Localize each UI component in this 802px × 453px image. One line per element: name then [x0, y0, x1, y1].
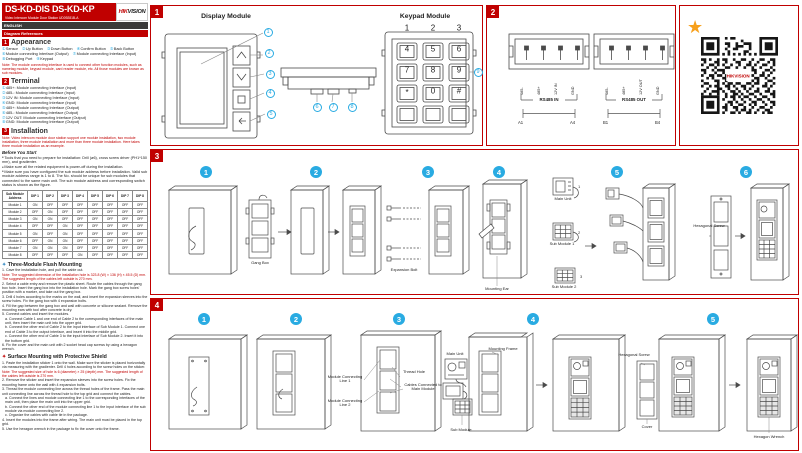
flush-mounting-title: ✦ Three-Module Flush Mounting	[2, 261, 82, 268]
appearance-item: ⑧Debugging Port	[2, 57, 33, 62]
terminal-item: ③12V IN: Module connecting Interface (Input)	[2, 95, 80, 100]
dip-table-header-cell: DIP 8	[133, 190, 148, 201]
dip-switch-cell: ON	[58, 237, 73, 244]
panel-4-tab: 4	[151, 299, 163, 311]
callout-9: 9	[474, 68, 483, 77]
flush-step: 5. Connect cables and insert the modules.	[2, 312, 70, 317]
star-icon: ★	[687, 17, 704, 37]
dip-switch-cell: OFF	[28, 223, 43, 230]
range-end-b: B4	[655, 120, 661, 125]
flush-step: 6. Fix the cover and the main unit with 2 socket head cap screws by using a hexagon wrench.	[2, 342, 138, 352]
keypad-key-label: 9	[456, 65, 462, 75]
dip-switch-cell: OFF	[88, 216, 103, 223]
keypad-key-label: 5	[430, 44, 436, 54]
module-connecting-line-2-label: Module Connecting Line 2	[327, 398, 363, 408]
callout-8: 8	[348, 103, 357, 112]
dip-switch-cell: ON	[58, 244, 73, 251]
dip-switch-cell: ON	[58, 230, 73, 237]
flush-mounting-steps	[2, 268, 148, 351]
terminal-item: ①485+: Module connecting Interface (Input)	[2, 86, 77, 90]
dip-switch-cell: OFF	[73, 201, 88, 208]
terminal-item: ⑥485-: Module connecting Interface (Output)	[2, 110, 79, 115]
dip-switch-cell: OFF	[43, 230, 58, 237]
dip-switch-cell: OFF	[58, 252, 73, 259]
callout-3: 3	[266, 70, 275, 79]
keypad-key-label: 1	[404, 23, 410, 33]
dip-switch-cell: OFF	[103, 237, 118, 244]
dip-table-header-cell: DIP 2	[43, 190, 58, 201]
keypad-key-label: 4	[404, 44, 410, 54]
surface-substep: b. Connect the other end of the module connecting line 1 to the input interface of the sub module via module connecting line 2.	[5, 404, 146, 414]
diagram-references-bar: Diagram References	[2, 30, 148, 37]
dip-module-name-cell: Module 7	[3, 244, 28, 251]
dip-switch-cell: OFF	[88, 244, 103, 251]
surface-step-3-badge: 3	[393, 313, 405, 325]
range-start-a: A1	[518, 120, 524, 125]
dip-switch-cell: ON	[28, 230, 43, 237]
surface-substep: a. Connect the lines and module connecting line 1 to the corresponding interfaces of the main unit, then place the main unit into the upper grid.	[5, 395, 145, 405]
dip-switch-cell: OFF	[103, 230, 118, 237]
cover-label: Cover	[641, 424, 653, 429]
appearance-item: ②Up Button	[22, 47, 43, 52]
cable-number: 1	[578, 184, 581, 189]
panel-surface-mounting-diagram	[150, 298, 799, 451]
model-subtitle: Video Intercom Module Door Station UD09281B-A	[5, 15, 79, 20]
range-start-b: B1	[603, 120, 609, 125]
rs485-out-label: RS485 OUT	[622, 97, 646, 102]
dip-switch-cell: OFF	[88, 208, 103, 215]
terminal-items	[2, 86, 148, 125]
dip-switch-cell: OFF	[103, 223, 118, 230]
surface-step-1-badge: 1	[198, 313, 210, 325]
dip-switch-cell: OFF	[133, 216, 148, 223]
dip-switch-cell: ON	[43, 237, 58, 244]
model-title: DS-KD-DIS DS-KD-KP	[5, 4, 95, 14]
dip-table-row	[3, 216, 148, 223]
surface-diamond-icon: ✦	[2, 354, 7, 361]
surface-mounting-steps	[2, 361, 148, 431]
dip-switch-cell: ON	[58, 223, 73, 230]
appearance-item: ⑦Module connecting Interface (Input)	[72, 52, 137, 57]
dip-switch-cell: ON	[43, 244, 58, 251]
surface-step: 3. Thread the module connecting line across the thread holes of the frame. Pass the main unit connecting line across the thread hole to the top grid and connect the cables.	[2, 387, 145, 396]
dip-switch-cell: OFF	[103, 208, 118, 215]
dip-module-name-cell: Module 2	[3, 208, 28, 215]
callout-6: 6	[313, 103, 322, 112]
section-appearance-title: 1 Appearance	[2, 39, 148, 46]
pin-label: 485+	[621, 86, 626, 95]
dip-switch-cell: OFF	[28, 237, 43, 244]
surface-step-5-badge: 5	[707, 313, 719, 325]
dip-switch-cell: OFF	[133, 223, 148, 230]
dip-table-header-cell: Sub Module Address	[3, 190, 28, 201]
installation-bullet: ●Tools that you need to prepare for installation: Drill (ø6), cross screw driver (PH1*150 mm), and gradienter.	[2, 155, 148, 165]
dip-table-row	[3, 244, 148, 251]
flush-step: 4. Fill the gap between the gang box and wall with concrete or silicone sealant. Remove the mounting ears with tool after concrete is dry.	[2, 303, 148, 312]
dip-switch-cell: OFF	[73, 208, 88, 215]
dip-table-header-cell: DIP 7	[118, 190, 133, 201]
mounting-frame-label: Mounting Frame	[488, 346, 518, 351]
dip-switch-cell: OFF	[88, 230, 103, 237]
dip-table-row	[3, 201, 148, 208]
terminal-item: ④GND: Module connecting Interface (Input)	[2, 100, 77, 105]
thread-hole-label: Thread Hole	[402, 369, 425, 374]
dip-switch-cell: OFF	[88, 201, 103, 208]
callout-5: 5	[267, 110, 276, 119]
keypad-key-label: 6	[456, 44, 462, 54]
text-column	[2, 3, 148, 431]
range-end-a: A4	[570, 120, 576, 125]
keypad-key-label: 0	[430, 86, 436, 96]
display-module-title: Display Module	[201, 13, 251, 20]
dip-switch-cell: ON	[28, 216, 43, 223]
appearance-item: ⑥Module connecting Interface (Output)	[2, 52, 69, 57]
keypad-key-label: 7	[404, 65, 410, 75]
flush-note: Note: The suggested dimension of the installation hole is 323.8 (W) × 136 (H) × 45.5 (D) mm. The suggested length of the cables left outside is 270 mm.	[2, 273, 147, 282]
dip-switch-cell: OFF	[118, 244, 133, 251]
sub-module-label: Sub Module	[450, 427, 472, 432]
surface-step: 2. Remove the sticker and insert the expansion sleeves into the screw holes. Fix the mounting frame onto the wall with 4 expansion bolts.	[2, 378, 136, 387]
surface-step: 4. Insert the modules into the frame after wiring. The main unit must be placed in the top grid.	[2, 417, 142, 427]
flush-step-3-badge: 3	[422, 166, 434, 178]
dip-table-header-cell: DIP 6	[103, 190, 118, 201]
dip-switch-cell: OFF	[88, 223, 103, 230]
terminal-line-art	[487, 6, 675, 145]
appearance-item: ⑨Keypad	[36, 57, 54, 62]
keypad-key-label: 2	[430, 23, 436, 33]
panel-1-tab: 1	[151, 6, 163, 18]
dip-table-row	[3, 237, 148, 244]
flush-substep: c. Connect the other end of Cable 3 to the input interface of Sub Module 2. Insert it into the bottom grid.	[5, 334, 144, 343]
hexagonal-screw-label: Hexagonal Screw	[693, 223, 725, 228]
flush-step: 3. Drill 4 holes according to the marks on the wall, and insert the expansion sleeves into the screw holes. Fix the gang box with 4 expansion bolts.	[2, 294, 148, 304]
appearance-items	[2, 47, 148, 62]
callout-1: 1	[264, 28, 273, 37]
panel-flush-mounting-diagram	[150, 149, 799, 295]
dip-switch-cell: OFF	[118, 237, 133, 244]
keypad-key-label: #	[456, 86, 462, 96]
flush-step-1-badge: 1	[200, 166, 212, 178]
dip-table-header-cell: DIP 1	[28, 190, 43, 201]
expansion-bolt-label: Expansion Bolt	[390, 267, 418, 272]
panel-appearance-diagram	[150, 5, 483, 146]
dip-switch-cell: OFF	[88, 237, 103, 244]
installation-bullet: ●Make sure all the related equipment is power-off during the installation.	[2, 164, 124, 169]
dip-switch-cell: OFF	[133, 237, 148, 244]
dip-switch-cell: ON	[28, 201, 43, 208]
sub-module-2-label: Sub Module 2	[551, 284, 577, 289]
dip-switch-table	[2, 190, 148, 260]
dip-switch-cell: OFF	[133, 208, 148, 215]
dip-switch-cell: OFF	[43, 252, 58, 259]
keypad-key-label: 3	[456, 23, 462, 33]
sub-module-1-label: Sub Module 1	[549, 241, 575, 246]
terminal-item: ⑧GND: Module connecting Interface (Output)	[2, 120, 80, 125]
installation-note: Note: Video intercom module door station support one module installation, two module installation, three module installation and more than three module installation. Here takes three module installation as an example.	[2, 135, 140, 149]
dip-switch-cell: OFF	[58, 201, 73, 208]
hikvision-logo: HIK VISION	[116, 3, 148, 21]
dip-table-row	[3, 208, 148, 215]
dip-table-row	[3, 230, 148, 237]
terminal-item: ⑦12V OUT: Module connecting Interface (Output)	[2, 115, 87, 120]
document-header	[2, 3, 148, 21]
pin-label: GND	[655, 86, 660, 95]
qr-code	[701, 37, 778, 114]
section-terminal-title: 2 Terminal	[2, 78, 148, 85]
surface-note: Note: The suggested size of hole is 6 (diameter) × 25 (depth) mm. The suggested length of the cables left outside is 270 mm.	[2, 369, 143, 379]
dip-switch-cell: ON	[43, 208, 58, 215]
dip-switch-cell: OFF	[43, 223, 58, 230]
flush-substep: b. Connect the other end of Cable 2 to the input interface of Sub Module 1. Connect one end of Cable 3 to the output interface, and insert it into the middle grid.	[5, 325, 146, 334]
dip-switch-cell: OFF	[103, 201, 118, 208]
callout-7: 7	[329, 103, 338, 112]
module-connecting-line-1-label: Module Connecting Line 1	[327, 374, 363, 384]
dip-switch-cell: ON	[43, 216, 58, 223]
dip-switch-cell: OFF	[103, 252, 118, 259]
flush-step-6-badge: 6	[740, 166, 752, 178]
terminal-item: ②485-: Module connecting Interface (Input)	[2, 90, 76, 95]
rs485-in-label: RS485 IN	[539, 97, 559, 102]
dip-switch-cell: OFF	[133, 244, 148, 251]
dip-switch-cell: OFF	[133, 252, 148, 259]
dip-switch-cell: OFF	[28, 208, 43, 215]
dip-table-row	[3, 252, 148, 259]
flush-step-5-badge: 5	[611, 166, 623, 178]
dip-switch-cell: OFF	[103, 216, 118, 223]
flush-step: 1. Cave the installation hole, and pull the cable out.	[2, 268, 84, 273]
appearance-line-art	[151, 6, 482, 145]
pin-label: 485+	[536, 86, 541, 95]
dip-switch-cell: ON	[28, 244, 43, 251]
panel-qr	[679, 5, 799, 146]
before-you-start: Before You Start	[2, 150, 37, 156]
terminal-item: ⑤485+: Module connecting Interface (Output)	[2, 105, 80, 110]
panel-2-tab: 2	[487, 6, 499, 18]
dip-switch-cell: OFF	[73, 244, 88, 251]
flush-substep: a. Connect Cable 1 and one end of Cable 2 to the corresponding interfaces of the main unit, then insert the main unit into the upper grid.	[5, 316, 144, 326]
callout-2: 2	[265, 49, 274, 58]
model-title-box	[2, 3, 116, 21]
dip-switch-cell: OFF	[118, 208, 133, 215]
dip-switch-cell: OFF	[103, 244, 118, 251]
dip-module-name-cell: Module 5	[3, 230, 28, 237]
keypad-key-label: 8	[430, 65, 436, 75]
main-unit-label: Main Unit	[554, 196, 572, 201]
pin-label: GND	[570, 86, 575, 95]
dip-table-header-cell: DIP 3	[58, 190, 73, 201]
surface-step-2-badge: 2	[290, 313, 302, 325]
dip-module-name-cell: Module 4	[3, 223, 28, 230]
mounting-ear-label: Mounting Ear	[485, 286, 509, 291]
dip-switch-cell: OFF	[118, 223, 133, 230]
dip-switch-cell: OFF	[118, 230, 133, 237]
dip-switch-cell: OFF	[133, 201, 148, 208]
dip-switch-cell: OFF	[118, 252, 133, 259]
dip-switch-cell: OFF	[58, 208, 73, 215]
cables-connected-label: Cables Connected to Main Module	[404, 382, 442, 392]
pin-label: 12V IN	[553, 83, 558, 95]
dip-module-name-cell: Module 3	[3, 216, 28, 223]
installation-bullet: ●Make sure you have configured the sub module address before installation. Valid sub module address range is 1 to 8. The No. should be unique for sub modules that connected to the same main unit. The sub module address and corresponding switch status is shown as the figure.	[2, 169, 148, 188]
dip-switch-cell: OFF	[118, 216, 133, 223]
hexagon-wrench-label: Hexagon Wrench	[753, 434, 785, 439]
dip-table-row	[3, 223, 148, 230]
pin-label: 485-	[519, 87, 524, 95]
dip-module-name-cell: Module 6	[3, 237, 28, 244]
cable-number: 2	[578, 230, 581, 235]
gang-box-label: Gang Box	[251, 260, 269, 265]
keypad-key-label: *	[405, 88, 409, 97]
dip-switch-cell: OFF	[73, 223, 88, 230]
flush-diamond-icon: ✦	[2, 261, 7, 268]
appearance-note: Note: The module connecting interface is used to connect other function modules, such as nametag module, keypad module, card reader module, etc. All those modules are known as sub modules.	[2, 62, 144, 76]
dip-switch-cell: OFF	[118, 201, 133, 208]
dip-module-name-cell: Module 1	[3, 201, 28, 208]
surface-step: 5. Use the hexagon wrench in the package to fix the cover onto the frame.	[2, 426, 120, 431]
main-unit-label: Main Unit	[446, 351, 464, 356]
panel-terminal-diagram	[486, 5, 676, 146]
flush-step-2-badge: 2	[310, 166, 322, 178]
dip-switch-cell: OFF	[73, 237, 88, 244]
flush-step-4-badge: 4	[493, 166, 505, 178]
dip-switch-cell: OFF	[28, 252, 43, 259]
callout-4: 4	[266, 89, 275, 98]
flush-step: 2. Select a cable entry and remove the plastic sheet. Route the cables through the gang box hole. Insert the gang box into the installation hole. Mark the gang box screw holes' position with a marker, and take out the gang box.	[2, 281, 142, 295]
pin-label: 12V OUT	[638, 79, 643, 95]
pin-label: 485-	[604, 87, 609, 95]
hexagonal-screw-label: Hexagonal Screw	[618, 352, 650, 357]
dip-table-header-cell: DIP 5	[88, 190, 103, 201]
dip-switch-cell: OFF	[73, 230, 88, 237]
dip-module-name-cell: Module 8	[3, 252, 28, 259]
dip-switch-cell: OFF	[73, 216, 88, 223]
cable-number: 3	[580, 274, 583, 279]
appearance-item: ⑤Back Button	[109, 47, 135, 52]
language-bar: ENGLISH	[2, 22, 148, 29]
dip-switch-cell: ON	[73, 252, 88, 259]
surface-mounting-title: ✦ Surface Mounting with Protective Shield	[2, 354, 107, 361]
dip-switch-cell: OFF	[43, 201, 58, 208]
dip-switch-cell: OFF	[133, 230, 148, 237]
keypad-module-title: Keypad Module	[399, 13, 451, 20]
surface-step-4-badge: 4	[527, 313, 539, 325]
flush-mounting-line-art	[151, 150, 798, 294]
panel-3-tab: 3	[151, 150, 163, 162]
appearance-item: ③Down Button	[46, 47, 73, 52]
appearance-item: ④Confirm Button	[76, 47, 106, 52]
dip-switch-cell: OFF	[88, 252, 103, 259]
appearance-item: ①Sensor	[2, 47, 18, 52]
dip-switch-cell: OFF	[58, 216, 73, 223]
surface-step: 1. Paste the installation sticker 1 onto the wall. Make sure the sticker is placed horizontally via measuring with the gradienter. Drill 4 holes according to the screw holes on the sticker.	[2, 360, 146, 370]
dip-table-header-cell: DIP 4	[73, 190, 88, 201]
qr-center-brand: HIKVISION	[726, 73, 750, 79]
section-installation-title: 3 Installation	[2, 128, 148, 135]
surface-substep: c. Organize the cables with cable tie in the package.	[5, 413, 88, 418]
